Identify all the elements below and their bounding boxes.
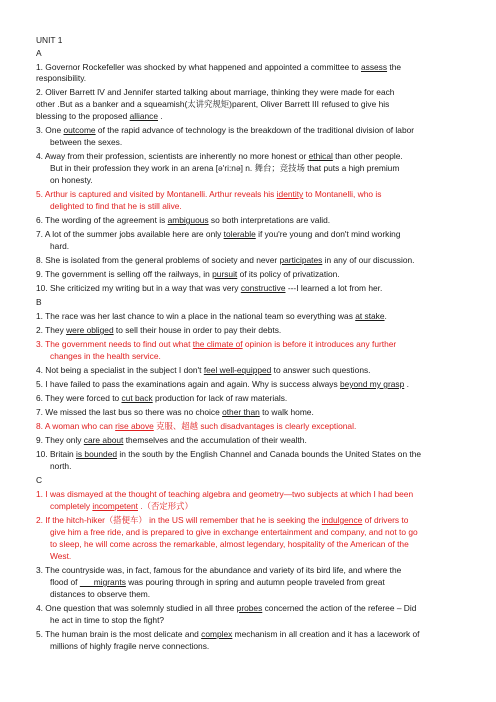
answer-term: tolerable — [223, 229, 256, 239]
text-line — [50, 527, 418, 538]
text-line — [50, 577, 385, 588]
line-text-tail: concerned the action of the referee – Did — [262, 603, 417, 613]
line-text: other .But as a banker and a squeamish(太讲究规矩)parent, Oliver Barrett III refused to give his — [36, 99, 390, 109]
text-line — [50, 615, 164, 626]
line-text: distances to observe them. — [50, 589, 151, 599]
text-line — [36, 189, 381, 200]
line-text: 1. The race was her last chance to win a place in the national team so everything was — [36, 311, 356, 321]
text-line — [36, 629, 419, 640]
answer-term: alliance — [129, 111, 158, 121]
line-text-tail: in the south by the English Channel and Canada bounds the United States on the — [117, 449, 422, 459]
text-line — [36, 48, 42, 59]
answer-term: complex — [201, 629, 233, 639]
line-text: 2. Oliver Barrett IV and Jennifer started talking about marriage, thinking they were made for each — [36, 87, 395, 97]
text-line — [36, 297, 42, 308]
text-line — [50, 461, 71, 472]
line-text-tail: to answer such questions. — [271, 365, 371, 375]
line-text-tail: if you're young and don't mind working — [255, 229, 401, 239]
line-text-tail: so both interpretations are valid. — [208, 215, 331, 225]
answer-term: participates — [279, 255, 323, 265]
line-text: 4. One question that was solemnly studied in all three — [36, 603, 237, 613]
answer-term: beyond my grasp — [340, 379, 405, 389]
answer-term: care about — [83, 435, 124, 445]
line-text-tail: .（否定形式） — [137, 501, 193, 511]
line-text: West. — [50, 551, 72, 561]
text-line — [36, 311, 387, 322]
answer-term: identity — [276, 189, 304, 199]
answer-term: were obliged — [66, 325, 114, 335]
answer-term: migrants — [79, 577, 126, 587]
line-text-tail: ---I learned a lot from her. — [285, 283, 383, 293]
line-text-tail: of its policy of privatization. — [237, 269, 340, 279]
line-text-tail: production for lack of raw materials. — [152, 393, 288, 403]
text-line — [36, 449, 421, 460]
answer-term: is bounded — [76, 449, 118, 459]
text-line — [36, 35, 62, 46]
text-line — [50, 589, 150, 600]
line-text: to sleep, he will come across the remarkable, almost legendary, hospitality of the American of the — [50, 539, 409, 549]
line-text-tail: the — [387, 62, 402, 72]
text-line — [36, 407, 314, 418]
text-line — [36, 255, 415, 266]
text-line — [36, 87, 394, 98]
line-text-tail: 克服、超越 such disadvantages is clearly exceptional. — [153, 421, 357, 431]
line-text: 6. The wording of the agreement is — [36, 215, 168, 225]
text-line — [36, 603, 416, 614]
line-text-tail: . — [384, 311, 387, 321]
line-text: 6. They were forced to — [36, 393, 122, 403]
line-text: 1. I was dismayed at the thought of teaching algebra and geometry—two subjects at which I had been — [36, 489, 414, 499]
text-line — [50, 175, 93, 186]
text-line — [36, 99, 389, 110]
answer-term: at stake — [355, 311, 385, 321]
line-text: on honesty. — [50, 175, 93, 185]
answer-term: indulgence — [321, 515, 363, 525]
text-line — [50, 163, 399, 174]
line-text: delighted to find that he is still alive. — [50, 201, 182, 211]
text-line — [36, 339, 396, 350]
line-text: C — [36, 475, 43, 485]
text-line — [36, 379, 409, 390]
line-text: 5. The human brain is the most delicate and — [36, 629, 202, 639]
text-line — [36, 515, 408, 526]
text-line — [36, 229, 401, 240]
answer-term: pursuit — [212, 269, 238, 279]
text-line — [50, 501, 193, 512]
line-text: flood of — [50, 577, 80, 587]
text-line — [36, 325, 281, 336]
line-text: north. — [50, 461, 72, 471]
line-text: 1. Governor Rockefeller was shocked by what happened and appointed a committee to — [36, 62, 361, 72]
line-text: 7. We missed the last bus so there was no choice — [36, 407, 223, 417]
line-text-tail: mechanism in all creation and it has a lacework of — [232, 629, 420, 639]
line-text: give him a free ride, and is prepared to give in exchange entertainment and company, and not to go — [50, 527, 418, 537]
line-text: B — [36, 297, 42, 307]
text-line — [36, 565, 401, 576]
text-line — [36, 62, 401, 73]
text-line — [36, 435, 307, 446]
text-line — [36, 73, 86, 84]
line-text: 10. She criticized my writing but in a way that was very — [36, 283, 241, 293]
line-text: UNIT 1 — [36, 35, 63, 45]
line-text-tail: of drivers to — [362, 515, 409, 525]
line-text: completely — [50, 501, 93, 511]
line-text: But in their profession they work in an arena [ə'ri:nə] n. 舞台；竞技场 that puts a high premium — [50, 163, 400, 173]
line-text: responsibility. — [36, 73, 87, 83]
line-text: 4. Away from their profession, scientists are inherently no more honest or — [36, 151, 309, 161]
line-text-tail: . — [158, 111, 163, 121]
line-text: hard. — [50, 241, 70, 251]
text-line — [36, 393, 287, 404]
text-line — [50, 241, 69, 252]
line-text-tail: than other people. — [332, 151, 403, 161]
text-line — [50, 539, 409, 550]
line-text: 5. I have failed to pass the examinations again and again. Why is success always — [36, 379, 340, 389]
line-text-tail: of the rapid advance of technology is the breakdown of the traditional division of labor — [95, 125, 415, 135]
text-line — [36, 269, 340, 280]
text-line — [36, 475, 42, 486]
text-line — [36, 421, 356, 432]
answer-term: other than — [222, 407, 260, 417]
answer-term: cut back — [121, 393, 153, 403]
line-text: 4. Not being a specialist in the subject I don't — [36, 365, 204, 375]
answer-term: probes — [236, 603, 263, 613]
line-text-tail: was pouring through in spring and autumn people traveled from great — [125, 577, 385, 587]
line-text-tail: themselves and the accumulation of their wealth. — [123, 435, 307, 445]
text-line — [50, 201, 182, 212]
line-text-tail: . — [404, 379, 409, 389]
line-text-tail: opinion is before it introduces any further — [242, 339, 397, 349]
text-line — [36, 489, 413, 500]
line-text-tail: in any of our discussion. — [322, 255, 415, 265]
line-text: 7. A lot of the summer jobs available here are only — [36, 229, 224, 239]
text-line — [36, 151, 403, 162]
text-line — [50, 641, 209, 652]
line-text: 2. If the hitch-hiker（搭便车） in the US will remember that he is seeking the — [36, 515, 322, 525]
line-text-tail: to sell their house in order to pay their debts. — [113, 325, 282, 335]
text-line — [50, 137, 122, 148]
line-text: 2. They — [36, 325, 67, 335]
line-text: A — [36, 48, 42, 58]
line-text: 8. A woman who can — [36, 421, 116, 431]
answer-term: feel well-equipped — [203, 365, 272, 375]
line-text: 9. The government is selling off the railways, in — [36, 269, 213, 279]
text-line — [36, 215, 330, 226]
text-line — [50, 551, 71, 562]
line-text: millions of highly fragile nerve connections. — [50, 641, 210, 651]
answer-term: the climate of — [192, 339, 243, 349]
text-line — [36, 125, 414, 136]
text-line — [36, 283, 382, 294]
line-text: 9. They only — [36, 435, 84, 445]
line-text: 5. Arthur is captured and visited by Montanelli. Arthur reveals his — [36, 189, 277, 199]
line-text: 3. One — [36, 125, 64, 135]
line-text: blessing to the proposed — [36, 111, 130, 121]
text-line — [36, 111, 163, 122]
answer-term: constructive — [240, 283, 286, 293]
answer-term: rise above — [115, 421, 154, 431]
answer-term: ethical — [308, 151, 333, 161]
answer-term: incompetent — [92, 501, 138, 511]
line-text: he act in time to stop the fight? — [50, 615, 165, 625]
line-text: 8. She is isolated from the general problems of society and never — [36, 255, 280, 265]
line-text: 10. Britain — [36, 449, 77, 459]
line-text: between the sexes. — [50, 137, 123, 147]
line-text-tail: to Montanelli, who is — [303, 189, 382, 199]
line-text: 3. The government needs to find out what — [36, 339, 193, 349]
answer-term: assess — [360, 62, 388, 72]
line-text: changes in the health service. — [50, 351, 161, 361]
text-line — [36, 365, 371, 376]
line-text: 3. The countryside was, in fact, famous for the abundance and variety of its bird life, and where the — [36, 565, 402, 575]
line-text-tail: to walk home. — [259, 407, 314, 417]
answer-term: outcome — [63, 125, 96, 135]
text-line — [50, 351, 161, 362]
answer-term: ambiguous — [167, 215, 209, 225]
